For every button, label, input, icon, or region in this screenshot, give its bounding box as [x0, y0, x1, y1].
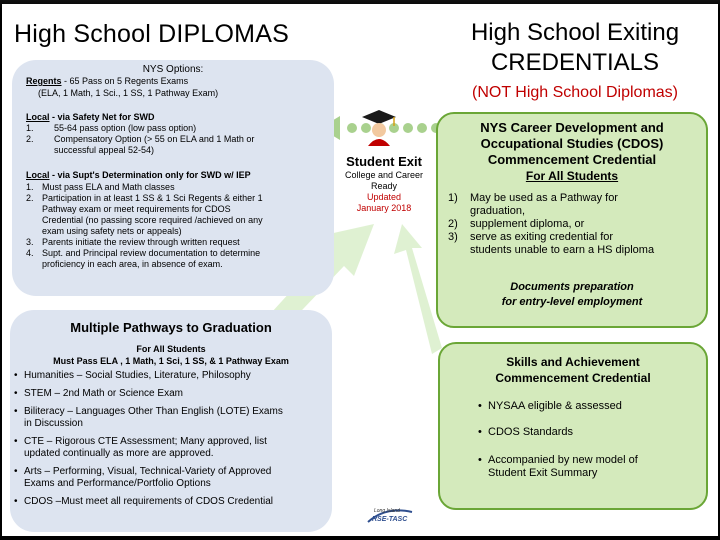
- college-career-line: College and Career: [344, 170, 424, 180]
- bullet-icon: •: [478, 454, 482, 466]
- list-item-text: Must pass ELA and Math classes: [42, 182, 175, 192]
- bullet-icon: •: [478, 426, 482, 438]
- pathway-item-cont: Exams and Performance/Portfolio Options: [24, 478, 211, 489]
- regents-text: - 65 Pass on 5 Regents Exams: [61, 76, 189, 86]
- pathway-item: • Humanities – Social Studies, Literature, Philosophy: [14, 370, 251, 381]
- cdos-item: 2) supplement diploma, or: [448, 218, 585, 230]
- dot: [403, 123, 413, 133]
- skills-credential-box: [438, 342, 708, 510]
- local-supt-line: [26, 170, 251, 181]
- list-item: 2.: [26, 193, 34, 203]
- list-item: 3.: [26, 237, 34, 247]
- list-item-text: proficiency in each area, in absence of exam.: [42, 259, 223, 269]
- bullet-icon: •: [14, 496, 18, 507]
- pathway-item-cont: updated continually as more are approved.: [24, 448, 214, 459]
- list-item-text: Parents initiate the review through written request: [42, 237, 240, 247]
- list-item-text: 55-64 pass option (low pass option): [54, 123, 197, 133]
- bullet-icon: •: [14, 436, 18, 447]
- logo-line2: RSE-TASC: [372, 516, 408, 523]
- skills-heading-1: Skills and Achievement: [506, 355, 640, 369]
- title-credentials-subtitle: (NOT High School Diplomas): [472, 84, 678, 101]
- bullet-icon: •: [14, 388, 18, 399]
- pathway-item: • Arts – Performing, Visual, Technical-Variety of Approved: [14, 466, 272, 477]
- pathway-item: • CDOS –Must meet all requirements of CDOS Credential: [14, 496, 273, 507]
- skills-arrow: [394, 224, 442, 354]
- list-item-text: Pathway exam or meet requirements for CDOS: [42, 204, 231, 214]
- updated-label: Updated: [366, 192, 402, 202]
- graduate-icon: [360, 108, 398, 146]
- multiple-pathways-box: [10, 310, 332, 532]
- dot: [417, 123, 427, 133]
- skills-heading-2: Commencement Credential: [495, 371, 651, 385]
- regents-label: Regents: [26, 76, 62, 86]
- bullet-icon: •: [14, 466, 18, 477]
- pathways-subtitle: For All Students: [136, 344, 206, 354]
- cdos-heading-2: Occupational Studies (CDOS): [480, 136, 664, 151]
- cdos-item-cont: graduation,: [470, 205, 526, 217]
- regents-sub: (ELA, 1 Math, 1 Sci., 1 SS, 1 Pathway Exam): [38, 88, 219, 98]
- updated-date: January 2018: [356, 203, 412, 213]
- list-item-text: Supt. and Principal review documentation to determine: [42, 248, 261, 258]
- pathways-requirement: Must Pass ELA , 1 Math, 1 Sci, 1 SS, & 1 Pathway Exam: [53, 356, 289, 366]
- cdos-item: 1) May be used as a Pathway for: [448, 192, 618, 204]
- slide: [2, 4, 718, 536]
- skills-item: • CDOS Standards: [478, 426, 573, 438]
- pathways-title: Multiple Pathways to Graduation: [70, 320, 272, 335]
- pathway-item: • STEM – 2nd Math or Science Exam: [14, 388, 183, 399]
- skills-item-cont: Student Exit Summary: [488, 467, 598, 479]
- title-diplomas: High School DIPLOMAS: [14, 20, 289, 48]
- cdos-documents-line2: for entry-level employment: [501, 296, 643, 308]
- pathway-item: • CTE – Rigorous CTE Assessment; Many approved, list: [14, 436, 267, 447]
- cdos-item-cont: students unable to earn a HS diploma: [470, 244, 655, 256]
- cdos-heading-1: NYS Career Development and: [480, 120, 664, 135]
- bullet-icon: •: [14, 406, 18, 417]
- cdos-heading-3: Commencement Credential: [487, 152, 657, 167]
- bullet-icon: •: [478, 400, 482, 412]
- dot: [347, 123, 357, 133]
- cdos-credential-box: [436, 112, 708, 328]
- list-item-text: Credential (no passing score required /achieved on any: [42, 215, 263, 225]
- cdos-documents-line1: Documents preparation: [510, 281, 634, 293]
- cdos-item: 3) serve as exiting credential for: [448, 231, 614, 243]
- student-exit: [332, 154, 436, 214]
- skills-item: • Accompanied by new model of: [478, 454, 638, 466]
- local-label: Local: [26, 112, 50, 122]
- list-item-text: Compensatory Option (> 55 on ELA and 1 Math or: [54, 134, 255, 144]
- local-text: - via Supt's Determination only for SWD w/ IEP: [49, 170, 251, 180]
- pathway-item: • Biliteracy – Languages Other Than English (LOTE) Exams: [14, 406, 283, 417]
- list-item-text: exam using safety nets or appeals): [42, 226, 182, 236]
- nys-options-box: [12, 60, 334, 296]
- list-item-text: successful appeal 52-54): [54, 145, 155, 155]
- pathway-item-cont: in Discussion: [24, 418, 83, 429]
- rse-tasc-logo: [366, 504, 414, 528]
- list-item: 2.: [26, 134, 34, 144]
- logo-line1: Long Island: [374, 508, 400, 514]
- title-credentials-line2: CREDENTIALS: [490, 49, 660, 76]
- student-exit-title: Student Exit: [346, 154, 422, 169]
- list-item: 4.: [26, 248, 34, 258]
- bullet-icon: •: [14, 370, 18, 381]
- local-label: Local: [26, 170, 50, 180]
- list-item-text: Participation in at least 1 SS & 1 Sci Regents & either 1: [42, 193, 263, 203]
- nys-options-heading: NYS Options:: [142, 64, 204, 75]
- local-text: - via Safety Net for SWD: [49, 112, 155, 122]
- skills-item: • NYSAA eligible & assessed: [478, 400, 622, 412]
- local-safety-net-line: [26, 112, 155, 123]
- ready-line: Ready: [370, 181, 397, 191]
- regents-line: [26, 76, 188, 87]
- list-item: 1.: [26, 182, 34, 192]
- title-credentials-line1: High School Exiting: [470, 19, 680, 46]
- list-item: 1.: [26, 123, 34, 133]
- cdos-for-all: For All Students: [525, 169, 619, 183]
